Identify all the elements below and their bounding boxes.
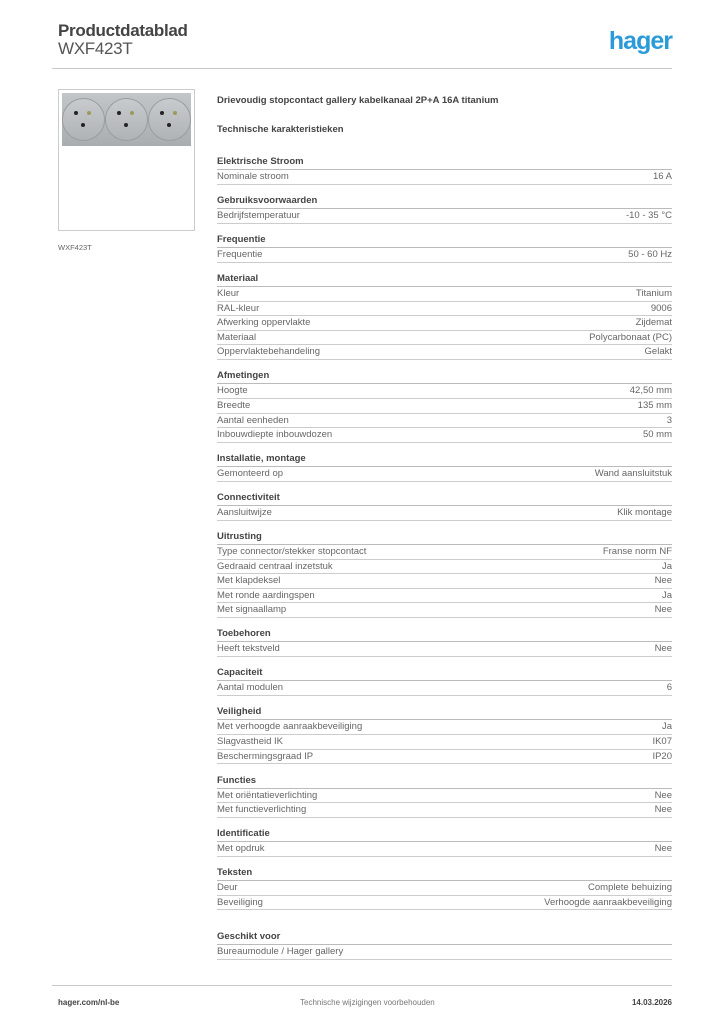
image-caption: WXF423T xyxy=(58,243,92,252)
spec-row xyxy=(217,384,672,399)
section-heading: Toebehoren xyxy=(217,627,672,642)
spec-row xyxy=(217,428,672,443)
spec-section xyxy=(217,627,672,657)
section-heading: Gebruiksvoorwaarden xyxy=(217,194,672,209)
product-code: WXF423T xyxy=(58,39,133,58)
spec-label: Gemonteerd op xyxy=(217,468,284,480)
hager-logo: hager xyxy=(608,27,672,55)
spec-value: IK07 xyxy=(652,735,672,747)
spec-value: Franse norm NF xyxy=(602,546,672,558)
spec-row xyxy=(217,545,672,560)
spec-row xyxy=(217,642,672,657)
spec-value: Verhoogde aanraakbeveiliging xyxy=(544,896,672,908)
spec-section xyxy=(217,866,672,910)
section-heading: Identificatie xyxy=(217,827,672,842)
section-heading: Uitrusting xyxy=(217,530,672,545)
spec-section xyxy=(217,369,672,442)
tech-heading: Technische karakteristieken xyxy=(217,124,344,135)
spec-label: Gedraaid centraal inzetstuk xyxy=(217,560,333,572)
spec-label: Kleur xyxy=(217,287,240,299)
spec-label: Nominale stroom xyxy=(217,171,289,182)
spec-section xyxy=(217,930,672,960)
spec-row xyxy=(217,735,672,750)
spec-label: Type connector/stekker stopcontact xyxy=(217,546,367,558)
spec-value: Titanium xyxy=(635,287,672,299)
spec-row xyxy=(217,287,672,302)
spec-label: Aantal eenheden xyxy=(217,414,289,426)
spec-value: Klik montage xyxy=(617,507,672,519)
spec-value: 3 xyxy=(666,414,672,426)
spec-value: Wand aansluitstuk xyxy=(594,468,672,480)
spec-row xyxy=(217,589,672,604)
spec-section xyxy=(217,452,672,482)
spec-value: Nee xyxy=(654,643,672,655)
section-heading: Connectiviteit xyxy=(217,491,672,506)
spec-label: Breedte xyxy=(217,399,251,411)
spec-value: 50 mm xyxy=(642,429,672,441)
spec-row xyxy=(217,467,672,482)
spec-value: Nee xyxy=(654,789,672,801)
footer-date: 14.03.2026 xyxy=(631,998,672,1007)
spec-section xyxy=(217,233,672,263)
spec-value: IP20 xyxy=(652,750,672,762)
product-description: Drievoudig stopcontact gallery kabelkanaal 2P+A 16A titanium xyxy=(217,95,499,106)
spec-value: 135 mm xyxy=(637,399,672,411)
spec-row xyxy=(217,506,672,521)
spec-value: 9006 xyxy=(650,302,672,314)
spec-value: Nee xyxy=(654,843,672,855)
spec-label: Met klapdeksel xyxy=(217,575,281,587)
spec-label: Met functieverlichting xyxy=(217,804,307,816)
spec-section xyxy=(217,272,672,360)
spec-label: Beveiliging xyxy=(217,896,263,908)
spec-row xyxy=(217,789,672,804)
spec-row xyxy=(217,345,672,360)
spec-section xyxy=(217,155,672,185)
spec-row xyxy=(217,720,672,735)
spec-row xyxy=(217,248,672,263)
spec-value: Polycarbonaat (PC) xyxy=(589,331,672,343)
spec-row xyxy=(217,896,672,911)
spec-value: Ja xyxy=(661,721,672,733)
spec-row xyxy=(217,842,672,857)
spec-label: Oppervlaktebehandeling xyxy=(217,346,320,358)
footer-divider xyxy=(52,985,672,986)
spec-row xyxy=(217,574,672,589)
spec-label: Afwerking oppervlakte xyxy=(217,317,311,329)
spec-value: Complete behuizing xyxy=(588,882,672,894)
spec-row xyxy=(217,170,672,185)
spec-label: Deur xyxy=(217,882,238,894)
spec-row xyxy=(217,302,672,317)
spec-label: Met oriëntatieverlichting xyxy=(217,789,318,801)
spec-section xyxy=(217,530,672,618)
spec-label: Aantal modulen xyxy=(217,682,284,694)
spec-value: Nee xyxy=(654,604,672,616)
spec-label: Bedrijfstemperatuur xyxy=(217,209,300,221)
spec-row xyxy=(217,560,672,575)
spec-label: Inbouwdiepte inbouwdozen xyxy=(217,429,333,441)
spec-row xyxy=(217,209,672,224)
section-heading: Afmetingen xyxy=(217,369,672,384)
header-divider xyxy=(52,68,672,69)
spec-label: Met verhoogde aanraakbeveiliging xyxy=(217,721,363,733)
spec-value: Ja xyxy=(661,560,672,572)
spec-value: Nee xyxy=(654,804,672,816)
spec-row xyxy=(217,945,672,960)
spec-label: RAL-kleur xyxy=(217,302,260,314)
spec-row xyxy=(217,803,672,818)
spec-value: 50 - 60 Hz xyxy=(628,248,672,260)
spec-label: Met opdruk xyxy=(217,843,265,855)
footer-notice: Technische wijzigingen voorbehouden xyxy=(300,998,435,1007)
spec-label: Beschermingsgraad IP xyxy=(217,750,314,762)
section-heading: Functies xyxy=(217,774,672,789)
spec-label: Materiaal xyxy=(217,331,257,343)
section-heading: Teksten xyxy=(217,866,672,881)
spec-section xyxy=(217,491,672,521)
spec-row xyxy=(217,399,672,414)
spec-value: 42,50 mm xyxy=(629,385,672,397)
spec-row xyxy=(217,750,672,765)
section-heading: Elektrische Stroom xyxy=(217,155,672,170)
product-image xyxy=(58,89,195,231)
spec-section xyxy=(217,666,672,696)
spec-row xyxy=(217,603,672,618)
spec-section xyxy=(217,705,672,764)
section-heading: Installatie, montage xyxy=(217,452,672,467)
spec-label: Heeft tekstveld xyxy=(217,643,280,655)
spec-value: 16 A xyxy=(652,171,672,182)
spec-section xyxy=(217,827,672,857)
spec-label: Frequentie xyxy=(217,248,263,260)
footer-website[interactable]: hager.com/nl-be xyxy=(58,998,120,1007)
spec-row xyxy=(217,881,672,896)
spec-label: Hoogte xyxy=(217,385,248,397)
spec-value: Ja xyxy=(661,589,672,601)
page-title: Productdatablad xyxy=(58,21,188,40)
spec-value: Zijdemat xyxy=(635,317,672,329)
spec-label: Met ronde aardingspen xyxy=(217,589,315,601)
spec-label: Met signaallamp xyxy=(217,604,287,616)
spec-label: Slagvastheid IK xyxy=(217,735,284,747)
spec-value: 6 xyxy=(666,682,672,694)
spec-value: -10 - 35 °C xyxy=(625,209,672,221)
spec-label: Bureaumodule / Hager gallery xyxy=(217,946,344,958)
section-heading: Capaciteit xyxy=(217,666,672,681)
spec-row xyxy=(217,316,672,331)
spec-value: Gelakt xyxy=(644,346,672,358)
spec-content xyxy=(217,95,672,969)
spec-label: Aansluitwijze xyxy=(217,507,272,519)
spec-row xyxy=(217,414,672,429)
spec-section xyxy=(217,774,672,818)
spec-value: Nee xyxy=(654,575,672,587)
section-heading: Frequentie xyxy=(217,233,672,248)
section-heading: Materiaal xyxy=(217,272,672,287)
spec-row xyxy=(217,681,672,696)
section-heading: Geschikt voor xyxy=(217,930,672,945)
spec-section xyxy=(217,194,672,224)
section-heading: Veiligheid xyxy=(217,705,672,720)
spec-row xyxy=(217,331,672,346)
